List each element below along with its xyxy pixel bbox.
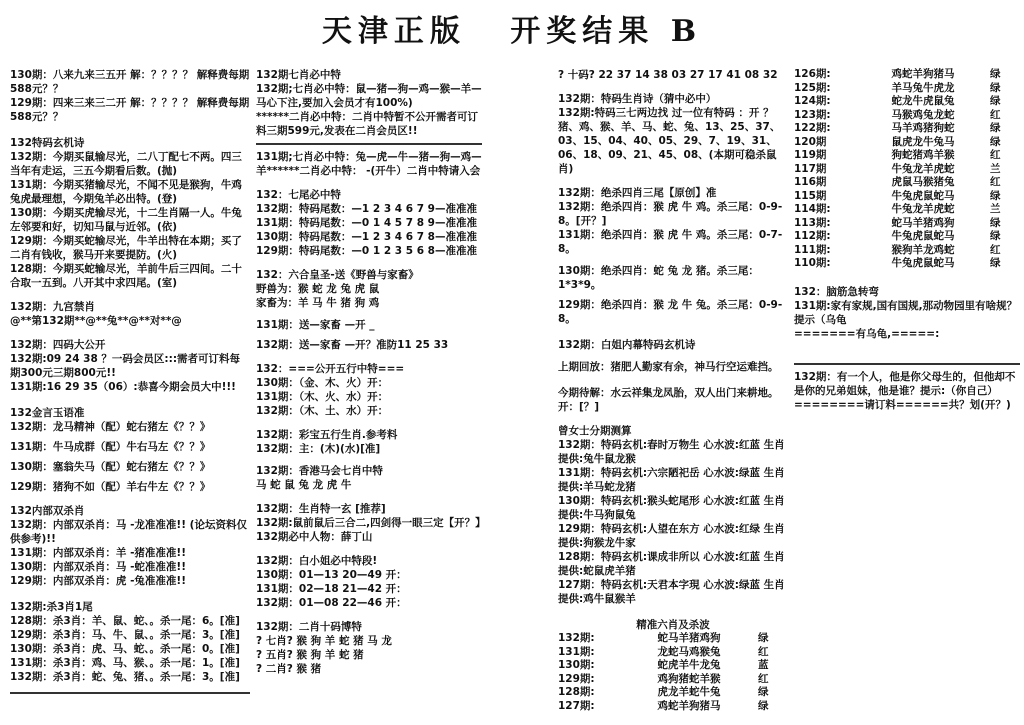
col2-section (256, 188, 482, 258)
section-heading: 曾女士分期测算 (558, 425, 632, 437)
col3-section (558, 92, 788, 176)
text-line: =======有乌龟,=====: (794, 327, 940, 340)
wave-color: 兰 (990, 162, 1001, 175)
text-line: 129期：特码玄机:人望在东方 心水波:红绿 生肖提供:狗猴龙牛家 (558, 523, 785, 549)
section-heading: 131期：牛马成群（配）牛右马左《？？》 (10, 441, 211, 453)
section-heading: 132期：生肖特一玄 [推荐] (256, 503, 386, 515)
text-line: 131期：（木、火、水）开： (256, 391, 389, 403)
col2-section (256, 318, 482, 332)
six-zodiac-row (558, 686, 788, 700)
divider (10, 692, 250, 694)
six-zodiac-row (794, 217, 1020, 231)
text-line: 132期:特码三七两边找 过一位有特码 ：开 ？猪、鸡、猴、羊、马、蛇、兔、13、25、37、03、15、04、40、05、29、7、19、31、06、18、09、21、45、08、(本期可稳杀鼠肖) (558, 107, 781, 175)
period: 132期: (558, 632, 595, 644)
period: 123期: (794, 108, 831, 121)
text-line: 130期：（金、木、火）开： (256, 377, 389, 389)
wave-color: 绿 (990, 135, 1001, 148)
six-zodiac-row (794, 149, 1020, 163)
title-right: 开奖结果 B (510, 14, 703, 49)
section-heading: 132：六合皇圣-送《野兽与家畜》 (256, 269, 419, 281)
zodiacs: 马羊鸡猪狗蛇 (891, 122, 955, 134)
column-2 (256, 68, 486, 676)
period: 117期 (794, 162, 827, 175)
text-line: 129期：杀3肖：马、牛、鼠、。杀一尾：3。[准] (10, 629, 240, 641)
section-heading: 132期：四码大公开 (10, 339, 106, 351)
section-heading: 132期：绝杀四肖三尾【原创】准 (558, 187, 717, 199)
col3-section (558, 68, 788, 82)
text-line: 128期：特码玄机:课成非所以 心水波:红蓝 生肖提供:蛇鼠虎羊猪 (558, 551, 785, 577)
section-heading: 132期：白小姐必中特段! (256, 555, 378, 567)
wave-color: 绿 (990, 189, 1001, 202)
section-heading: 132期七肖必中特 (256, 69, 341, 81)
six-zodiac-row (794, 203, 1020, 217)
section-heading: 132期：有一个人，他是你父母生的，但他却不是你的兄弟姐妹，他是谁？提示:（你自己） (794, 370, 1016, 397)
section-heading: 129期：猪狗不如（配）羊右牛左《？？》 (10, 481, 211, 493)
zodiacs: 牛兔龙羊虎蛇 (891, 203, 955, 215)
zodiacs: 蛇马羊猪鸡狗 (657, 632, 721, 644)
wave-color: 红 (990, 243, 1001, 256)
text-line: 128期：今期买蛇输尽光，羊前牛后三四间。二十合取一五到。八开其中求四尾。(室) (10, 263, 242, 289)
period: 110期: (794, 257, 831, 269)
text-line: @**第132期**@**兔**@**对**@ (10, 315, 182, 327)
text-line: 128期：杀3肖：羊、鼠、蛇、。杀一尾：6。[准] (10, 615, 240, 627)
period: 115期 (794, 189, 827, 202)
col3-section (558, 298, 788, 326)
col2-section (256, 502, 486, 544)
text-line: 131期:家有家规,国有国规,那动物园里有啥规？提示（乌龟 (794, 299, 1018, 326)
col2-section (256, 464, 482, 492)
text-line: 130期：特码玄机:猴头蛇尾形 心水波:红蓝 生肖提供:牛马狗鼠兔 (558, 495, 785, 521)
col1-section (10, 460, 250, 474)
text-line: 130期：特码尾数：—1 2 3 4 6 7 8—准准准 (256, 231, 477, 243)
wave-color: 绿 (990, 216, 1001, 229)
wave-color: 红 (758, 672, 769, 685)
period: 128期: (558, 686, 595, 698)
six-zodiac-row (794, 244, 1020, 258)
col3-section (558, 186, 788, 256)
six-zodiac-row (558, 700, 788, 714)
wave-color: 红 (758, 645, 769, 658)
zodiacs: 鼠虎龙牛兔马 (891, 135, 955, 148)
text-line: ******二肖必中特：二肖中特暂不公开需者可订料三期599元,发表在二肖会员区!! (256, 111, 478, 137)
col4-section (794, 285, 1020, 341)
col2-section (256, 150, 482, 178)
section-heading: 132特码玄机诗 (10, 137, 85, 149)
section-heading: ? 十码? 22 37 14 38 03 27 17 41 08 32 (558, 69, 778, 81)
section-heading: 上期回放：猪肥人勤家有余，神马行空运难挡。 (558, 361, 779, 373)
col4-section (794, 370, 1020, 412)
text-line: ? 五肖? 猴 狗 羊 蛇 猪 (256, 649, 364, 661)
col1-section (10, 600, 250, 684)
text-line: 130期：01—13 20—49 开： (256, 569, 407, 581)
text-line: 131期:16 29 35（06）:恭喜今期会员大中!!! (10, 381, 236, 393)
section-heading: 130期：塞翁失马（配）蛇右猪左《？？》 (10, 461, 211, 473)
wave-color: 蓝 (758, 659, 769, 671)
period: 113期: (794, 216, 831, 229)
col1-section (10, 68, 250, 124)
zodiacs: 虎龙羊蛇牛兔 (657, 686, 721, 698)
wave-color: 绿 (990, 95, 1001, 107)
col2-section (256, 68, 482, 138)
col3-section (558, 360, 788, 374)
text-line: 132期：今期买鼠输尽光，二八丁配七不两。四三当年有走运，三五今期看后数。(抛) (10, 151, 242, 177)
six-zodiac-row (558, 646, 788, 660)
period: 116期 (794, 176, 827, 188)
six-zodiac-row (794, 82, 1020, 96)
wave-color: 绿 (990, 68, 1001, 80)
period: 131期: (558, 645, 595, 658)
period: 114期: (794, 203, 831, 215)
text-line: 131期：内部双杀肖：羊 -猪准准准!! (10, 547, 187, 559)
section-heading: 130期：八来九来三五开 解：？？？？ 解释费每期588元？？ (10, 69, 250, 95)
col1-section (10, 406, 250, 434)
text-line: 127期：特码玄机:天君本字現 心水波:绿蓝 生肖提供:鸡牛鼠猴羊 (558, 579, 785, 605)
col2-section (256, 268, 482, 310)
text-line: 马 蛇 鼠 兔 龙 虎 牛 (256, 479, 352, 491)
zodiacs: 鸡狗猪蛇羊猴 (657, 672, 721, 685)
six-zodiac-row (558, 673, 788, 687)
text-line: 129期：四来三来三二开 解：？？？？ 解释费每期588元？？ (10, 97, 250, 123)
text-line: 131期：绝杀四肖：猴 虎 牛 鸡。杀三尾：0-7-8。 (558, 229, 783, 255)
section-heading: 132期：特码生肖诗（猜中必中） (558, 93, 717, 105)
zodiacs: 蛇龙牛虎鼠兔 (891, 95, 955, 107)
col1-section (10, 136, 250, 290)
col3-section (558, 338, 788, 352)
text-line: 130期：今期买虎输尽光，十二生肖隔一人。牛兔左邻要和好，切知马鼠与近邻。(依) (10, 207, 242, 233)
section-heading: 132：脑筋急转弯 (794, 285, 879, 298)
section-heading: 132期：香港马会七肖中特 (256, 465, 383, 477)
section-heading: 132期：彩宝五行生肖.参考料 (256, 429, 398, 441)
text-line: ? 七肖? 猴 狗 羊 蛇 猪 马 龙 (256, 635, 392, 647)
text-line: 132期;七肖必中特：鼠—猪—狗—鸡—猴—羊—马心下注,要加入会员才有100%) (256, 83, 482, 109)
section-heading: 132金言玉语准 (10, 407, 85, 419)
wave-color: 绿 (990, 230, 1001, 242)
text-line: 132期:09 24 38 ？一码会员区:::需者可订料每期300元三期800元!! (10, 353, 241, 379)
col2-section (256, 428, 482, 456)
zodiacs: 蛇马羊猪鸡狗 (891, 216, 955, 229)
col1-section (10, 440, 250, 454)
wave-color: 红 (990, 108, 1001, 121)
wave-color: 兰 (990, 203, 1001, 215)
wave-color: 绿 (758, 632, 769, 644)
section-heading: 132内部双杀肖 (10, 505, 85, 517)
wave-color: 绿 (758, 686, 769, 698)
text-line: 131期：特码玄机:六宗陋祀岳 心水波:绿蓝 生肖提供:羊马蛇龙猪 (558, 467, 785, 493)
zodiacs: 蛇虎羊牛龙兔 (657, 659, 721, 671)
text-line: ? 二肖? 猴 猪 (256, 663, 322, 675)
period: 127期: (558, 699, 595, 712)
divider (794, 363, 1020, 365)
column-4 (794, 68, 1020, 412)
section-heading: 132期：送—家畜 —开？准防11 25 33 (256, 339, 449, 351)
text-line: 132期:鼠前鼠后三合二,四剑得一眼三定【开？】 (256, 517, 486, 529)
wave-color: 绿 (990, 81, 1001, 94)
page-title (0, 12, 1024, 52)
six-zodiac-row (794, 136, 1020, 150)
text-line: 130期：杀3肖：虎、马、蛇、。杀一尾：0。[准] (10, 643, 240, 655)
section-heading: 131期;七肖必中特：兔—虎—牛—猪—狗—鸡—羊******二肖必中特： -(开牛）二肖中特请入会 (256, 151, 482, 177)
period: 122期: (794, 122, 831, 134)
col3-section (558, 264, 788, 292)
wave-color: 绿 (990, 122, 1001, 134)
zodiacs: 牛兔虎鼠蛇马 (891, 189, 955, 202)
col1-section (10, 300, 250, 328)
section-heading: 131期：送—家畜 —开 _ (256, 319, 375, 331)
section-heading: 132期：九宫禁肖 (10, 301, 95, 313)
col1-section (10, 338, 250, 394)
six-zodiac-row (794, 257, 1020, 271)
title-left: 天津正版 (321, 14, 466, 49)
six-zodiac-row (558, 632, 788, 646)
text-line: 132期：（木、土、水）开： (256, 405, 389, 417)
col2-section (256, 362, 482, 418)
six-zodiac-row (794, 95, 1020, 109)
text-line: 131期：杀3肖：鸡、马、猴、。杀一尾：1。[准] (10, 657, 240, 669)
col1-section (10, 504, 250, 588)
col2-section (256, 338, 482, 352)
col3-section (558, 386, 788, 414)
text-line: 野兽为：猴 蛇 龙 兔 虎 鼠 (256, 283, 380, 295)
zodiacs: 牛兔虎鼠蛇马 (891, 230, 955, 242)
text-line: 132期：01—08 22—46 开： (256, 597, 407, 609)
zodiacs: 狗蛇猪鸡羊猴 (891, 149, 955, 161)
column-3 (558, 68, 788, 713)
six-zodiac-row (794, 163, 1020, 177)
text-line: 129期：内部双杀肖：虎 -兔准准准!! (10, 575, 187, 587)
zodiacs: 鸡蛇羊狗猪马 (891, 68, 955, 80)
period: 125期: (794, 81, 831, 94)
col3-section (558, 424, 788, 606)
six-zodiac-row (558, 659, 788, 673)
text-line: 131期：今期买猪输尽光，不闻不见是猴狗，牛鸡兔虎最理想，今期兔羊必出特。(登) (10, 179, 242, 205)
section-heading: 132：七尾必中特 (256, 189, 341, 201)
zodiacs: 虎鼠马猴猪兔 (891, 176, 955, 188)
six-zodiac-row (794, 230, 1020, 244)
zodiacs: 马猴鸡兔龙蛇 (891, 108, 955, 121)
col2-section (256, 620, 482, 676)
zodiacs: 牛兔虎鼠蛇马 (891, 257, 955, 269)
period: 111期: (794, 243, 831, 256)
six-zodiac-row (794, 109, 1020, 123)
period: 124期: (794, 95, 831, 107)
zodiacs: 牛兔龙羊虎蛇 (891, 162, 955, 175)
period: 112期: (794, 230, 831, 242)
col1-section (10, 480, 250, 494)
text-line: 132期：内部双杀肖：马 -龙准准准!! (论坛资料仅供参考)!! (10, 519, 247, 545)
period: 129期: (558, 672, 595, 685)
six-zodiac-row (794, 190, 1020, 204)
text-line: 132期：绝杀四肖：猴 虎 牛 鸡。杀三尾：0-9-8。[开？] (558, 201, 783, 227)
section-heading: 132期：白姐内幕特码玄机诗 (558, 339, 696, 351)
section-heading: 132期:杀3肖1尾 (10, 601, 93, 613)
text-line: 131期：特码尾数：—0 1 4 5 7 8 9—准准准 (256, 217, 477, 229)
wave-color: 绿 (758, 699, 769, 712)
section-heading: 129期：绝杀四肖：猴 龙 牛 兔。杀三尾：0-9-8。 (558, 299, 783, 325)
zodiacs: 猴狗羊龙鸡蛇 (891, 243, 955, 256)
wave-color: 绿 (990, 257, 1001, 269)
six-zodiac-row (794, 176, 1020, 190)
period: 130期: (558, 659, 595, 671)
wave-color: 红 (990, 149, 1001, 161)
divider (256, 143, 482, 145)
col2-section (256, 554, 482, 610)
text-line: 家畜为：羊 马 牛 猪 狗 鸡 (256, 297, 380, 309)
six-zodiac-row (794, 122, 1020, 136)
zodiacs: 鸡蛇羊狗猪马 (657, 699, 721, 712)
text-line: 132期：特码尾数：—1 2 3 4 6 7 9—准准准 (256, 203, 477, 215)
text-line: 130期：内部双杀肖：马 -蛇准准准!! (10, 561, 187, 573)
zodiacs: 龙蛇马鸡猴兔 (657, 645, 721, 658)
text-line: ========请订料======共？划(开？) (794, 398, 1011, 411)
text-line: 132期必中人物：薛丁山 (256, 531, 373, 543)
section-heading: 今期待解：水云祥集龙凤胎，双人出门来耕地。开：[？] (558, 387, 779, 413)
column-1 (10, 68, 250, 694)
wave-color: 红 (990, 176, 1001, 188)
text-line: 132期：特码玄机:春时万物生 心水波:红蓝 生肖提供:兔牛鼠龙猴 (558, 439, 785, 465)
text-line: 129期：特码尾数：—0 1 2 3 5 6 8—准准准 (256, 245, 477, 257)
period: 126期: (794, 68, 831, 80)
text-line: 131期：02—18 21—42 开： (256, 583, 407, 595)
text-line: 132期：主：(木)(水)[准] (256, 443, 381, 455)
section-heading: 130期：绝杀四肖：蛇 兔 龙 猪。杀三尾：1*3*9。 (558, 265, 759, 291)
six-zodiac-title: 精准六肖及杀波 (636, 619, 710, 631)
period: 119期 (794, 149, 827, 161)
six-zodiac-row (794, 68, 1020, 82)
text-line: 132期：龙马精神（配）蛇右猪左《？？》 (10, 421, 211, 433)
text-line: 132期：杀3肖：蛇、兔、猪、。杀一尾：3。[准] (10, 671, 240, 683)
section-heading: 132期：二肖十码博特 (256, 621, 362, 633)
section-heading: 132：===公开五行中特=== (256, 363, 405, 375)
period: 120期 (794, 135, 827, 148)
text-line: 129期：今期买蛇输尽光，牛羊出特在本期；买了二肖有钱收，猴马开来要提防。(火) (10, 235, 242, 261)
zodiacs: 羊马兔牛虎龙 (891, 81, 955, 94)
